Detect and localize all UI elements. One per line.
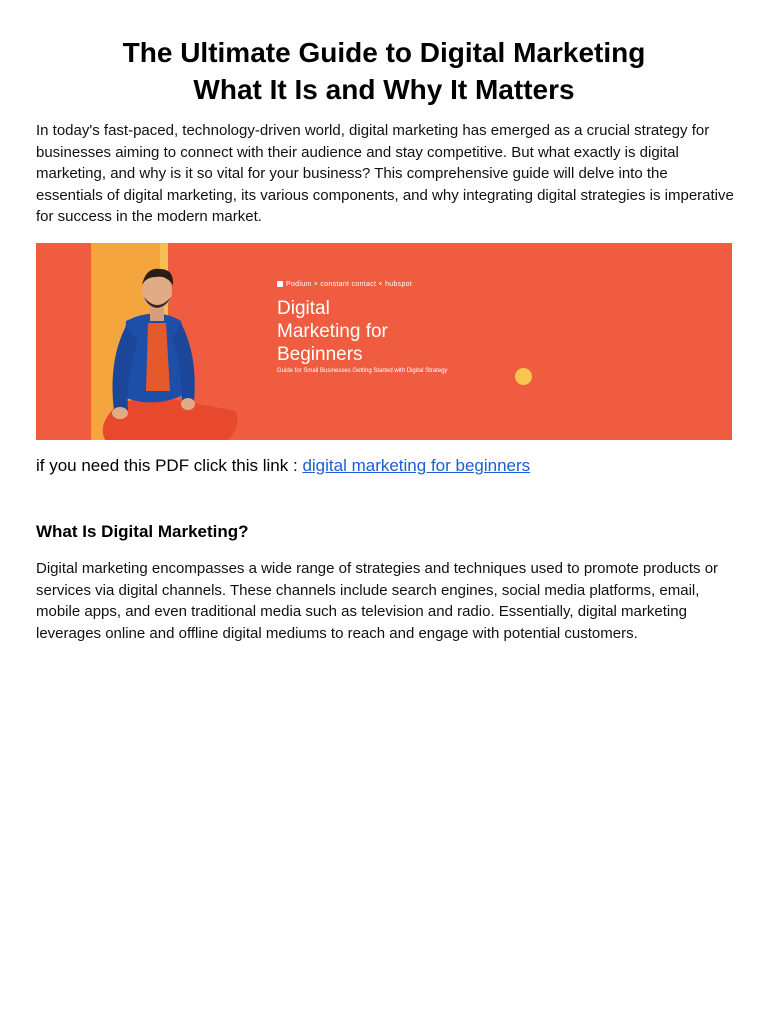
pdf-link-line [36, 455, 530, 477]
banner-title-line-3: Beginners [277, 344, 363, 365]
banner-image [36, 243, 732, 440]
pdf-link-prefix: if you need this PDF click this link : [36, 456, 303, 475]
banner-title-line-1: Digital [277, 298, 330, 319]
title-line-1: The Ultimate Guide to Digital Marketing [122, 37, 646, 68]
banner-brand-logos [277, 281, 412, 288]
banner-brands-text: Podium × constant contact × hubspot [286, 281, 413, 288]
section-heading: What Is Digital Marketing? [36, 522, 249, 541]
page-title [0, 34, 768, 108]
banner-dot [515, 368, 532, 385]
banner-subtitle: Guide for Small Businesses Getting Started with Digital Strategy [277, 368, 448, 374]
section-paragraph: Digital marketing encompasses a wide range of strategies and techniques used to promote products or services via digital channels. These channels include search engines, social media platforms, email, mobile apps, and even traditional media such as television and radio. Essentially, digital marketing leverages online and offline digital mediums to reach and engage with potential customers. [36, 560, 719, 642]
intro-paragraph: In today's fast-paced, technology-driven world, digital marketing has emerged as a crucial strategy for businesses aiming to connect with their audience and stay competitive. But what exactly is digital marketing, and why is it so vital for your business? This comprehensive guide will delve into the essentials of digital marketing, its various components, and why integrating digital strategies is imperative for success in the modern market. [36, 122, 734, 225]
podium-logo-icon [277, 281, 283, 287]
person-illustration [86, 261, 246, 440]
banner-title-line-2: Marketing for [277, 321, 388, 342]
banner-title [277, 297, 477, 366]
pdf-download-link[interactable]: digital marketing for beginners [302, 456, 531, 475]
title-line-2: What It Is and Why It Matters [193, 74, 575, 105]
